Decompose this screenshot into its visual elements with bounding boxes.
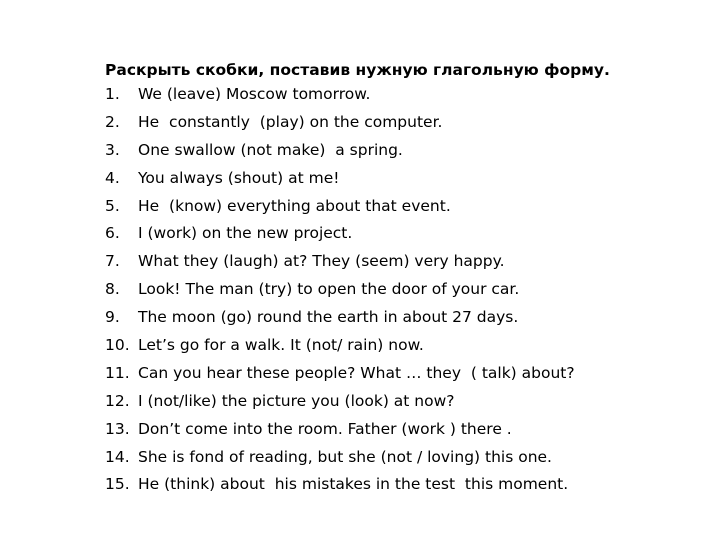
item-text: I (not/like) the picture you (look) at now? — [138, 391, 455, 410]
item-text: What they (laugh) at? They (seem) very happy. — [138, 252, 505, 271]
item-number: 14. — [105, 447, 130, 466]
item-text: I (work) on the new project. — [138, 224, 353, 243]
item-number: 4. — [105, 168, 120, 187]
list-item — [105, 193, 695, 221]
item-text: She is fond of reading, but she (not / loving) this one. — [138, 447, 552, 466]
list-item — [105, 332, 695, 360]
exercise-list — [105, 81, 695, 499]
item-text: One swallow (not make) a spring. — [138, 140, 403, 159]
item-text: He (think) about his mistakes in the test this moment. — [138, 475, 569, 494]
list-item — [105, 444, 695, 472]
document-page — [105, 60, 695, 499]
item-number: 11. — [105, 363, 130, 382]
list-item — [105, 165, 695, 193]
list-item — [105, 388, 695, 416]
item-number: 6. — [105, 224, 120, 243]
item-text: The moon (go) round the earth in about 27 days. — [138, 308, 519, 327]
list-item — [105, 81, 695, 109]
item-number: 8. — [105, 280, 120, 299]
item-text: He constantly (play) on the computer. — [138, 112, 443, 131]
item-number: 9. — [105, 308, 120, 327]
item-text: Can you hear these people? What … they ( talk) about? — [138, 363, 575, 382]
list-item — [105, 220, 695, 248]
page-title: Раскрыть скобки, поставив нужную глагольную форму. — [105, 61, 610, 79]
item-text: Let’s go for a walk. It (not/ rain) now. — [138, 336, 424, 355]
item-number: 7. — [105, 252, 120, 271]
item-text: Don’t come into the room. Father (work ) there . — [138, 419, 512, 438]
item-number: 2. — [105, 112, 120, 131]
item-number: 3. — [105, 140, 120, 159]
list-item — [105, 360, 695, 388]
list-item — [105, 109, 695, 137]
list-item — [105, 416, 695, 444]
item-text: We (leave) Moscow tomorrow. — [138, 85, 371, 103]
item-number: 15. — [105, 475, 130, 494]
item-text: You always (shout) at me! — [138, 168, 340, 187]
list-item — [105, 471, 695, 499]
list-item — [105, 304, 695, 332]
list-item — [105, 276, 695, 304]
item-number: 13. — [105, 419, 130, 438]
item-number: 5. — [105, 196, 120, 215]
list-item — [105, 137, 695, 165]
item-text: He (know) everything about that event. — [138, 196, 451, 215]
list-item — [105, 248, 695, 276]
item-number: 1. — [105, 85, 120, 103]
item-number: 12. — [105, 391, 130, 410]
item-number: 10. — [105, 336, 130, 355]
item-text: Look! The man (try) to open the door of your car. — [138, 280, 520, 299]
